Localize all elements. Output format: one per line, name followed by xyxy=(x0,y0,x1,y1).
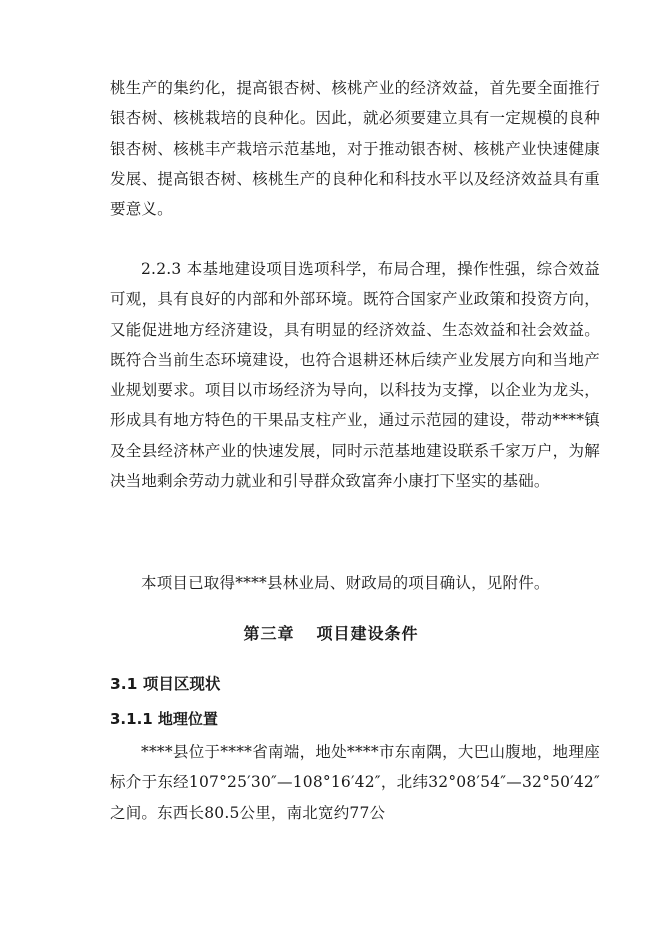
chapter-heading xyxy=(0,621,662,644)
chapter-title: 项目建设条件 xyxy=(316,624,419,643)
subsection-heading: 3.1.1 地理位置 xyxy=(110,710,218,728)
section-heading: 3.1 项目区现状 xyxy=(110,675,221,693)
paragraph-2-2-3: 2.2.3 本基地建设项目选项科学，布局合理，操作性强，综合效益可观，具有良好的内部和外部环境。既符合国家产业政策和投资方向，又能促进地方经济建设，具有明显的经济效益、生态效益和社会效益。既符合当前生态环境建设，也符合退耕还林后续产业发展方向和当地产业规划要求。项目以市场经济为导向，以科技为支撑，以企业为龙头，形成具有地方特色的干果品支柱产业，通过示范园的建设，带动****镇及全县经济林产业的快速发展，同时示范基地建设联系千家万户，为解决当地剩余劳动力就业和引导群众致富奔小康打下坚实的基础。 xyxy=(110,260,600,491)
paragraph-continuation: 桃生产的集约化，提高银杏树、核桃产业的经济效益，首先要全面推行银杏树、核桃栽培的良种化。因此，就必须要建立具有一定规模的良种银杏树、核桃丰产栽培示范基地，对于推动银杏树、核桃产业快速健康发展、提高银杏树、核桃生产的良种化和科技水平以及经济效益具有重要意义。 xyxy=(110,79,600,219)
paragraph-project-approval: 本项目已取得****县林业局、财政局的项目确认，见附件。 xyxy=(141,574,550,592)
paragraph-geography: ****县位于****省南端，地处****市东南隅，大巴山腹地，地理座标介于东经107°25′30″—108°16′42″，北纬32°08′54″—32°50′42″之间。东西长80.5公里，南北宽约77公 xyxy=(110,743,600,822)
chapter-number: 第三章 xyxy=(243,624,295,643)
